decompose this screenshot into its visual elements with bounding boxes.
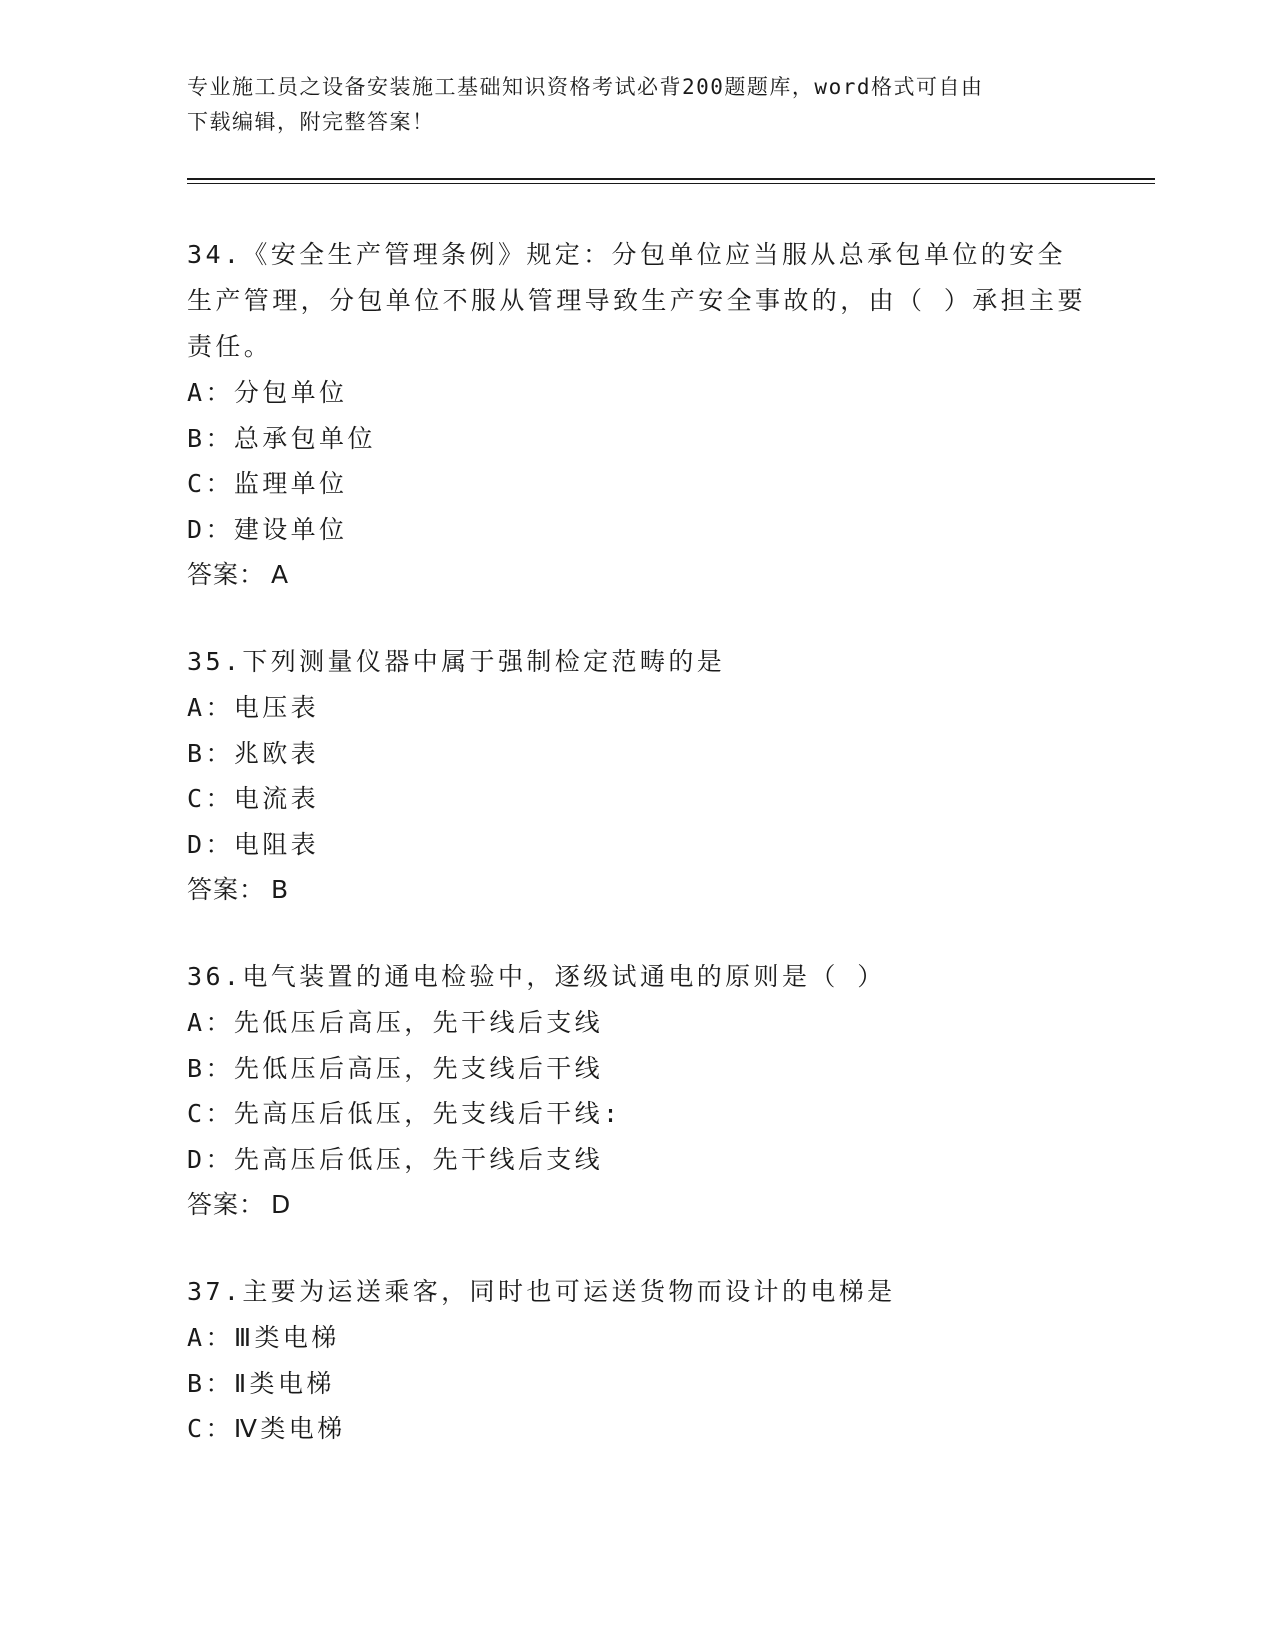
- option-d: D：建设单位: [187, 514, 348, 544]
- option-a: A：Ⅲ类电梯: [187, 1323, 340, 1352]
- option-c: C：先高压后低压，先支线后干线:: [187, 1099, 622, 1128]
- option-d: D：电阻表: [187, 829, 320, 859]
- question-34: [187, 232, 1087, 598]
- option-d: D：先高压后低压，先干线后支线: [187, 1144, 604, 1174]
- question-list: [187, 232, 1087, 1493]
- option-a: A：分包单位: [187, 378, 348, 407]
- option-a: A：先低压后高压，先干线后支线: [187, 1008, 604, 1037]
- question-stem: 35.下列测量仪器中属于强制检定范畴的是: [187, 647, 726, 676]
- answer-label: 答案：: [187, 1190, 266, 1219]
- option-c: C：监理单位: [187, 469, 348, 498]
- header-line-1: 专业施工员之设备安装施工基础知识资格考试必背200题题库，word格式可自由: [187, 75, 984, 99]
- answer-label: 答案：: [187, 875, 266, 904]
- option-a: A：电压表: [187, 693, 320, 722]
- answer-line: [187, 552, 1087, 598]
- question-35: [187, 639, 1087, 913]
- question-stem: 34.《安全生产管理条例》规定：分包单位应当服从总承包单位的安全生产管理，分包单位不服从管理导致生产安全事故的，由（ ）承担主要责任。: [187, 240, 1086, 361]
- option-b: B：总承包单位: [187, 423, 376, 453]
- option-b: B：先低压后高压，先支线后干线: [187, 1053, 604, 1083]
- answer-line: [187, 867, 1087, 913]
- header-line-2: 下载编辑，附完整答案！: [187, 110, 435, 134]
- header-divider: [187, 178, 1155, 184]
- question-stem: 37.主要为运送乘客，同时也可运送货物而设计的电梯是: [187, 1277, 896, 1306]
- option-b: B：兆欧表: [187, 738, 320, 768]
- answer-value: D: [271, 1190, 292, 1219]
- question-stem: 36.电气装置的通电检验中，逐级试通电的原则是（ ）: [187, 962, 886, 991]
- option-b: B：Ⅱ类电梯: [187, 1368, 335, 1398]
- option-c: C：电流表: [187, 784, 320, 813]
- question-37: [187, 1269, 1087, 1452]
- question-36: [187, 954, 1087, 1228]
- document-header: [187, 70, 1077, 140]
- answer-value: A: [271, 560, 290, 589]
- answer-label: 答案：: [187, 560, 266, 589]
- answer-value: B: [271, 875, 290, 904]
- answer-line: [187, 1182, 1087, 1228]
- option-c: C：Ⅳ类电梯: [187, 1414, 346, 1443]
